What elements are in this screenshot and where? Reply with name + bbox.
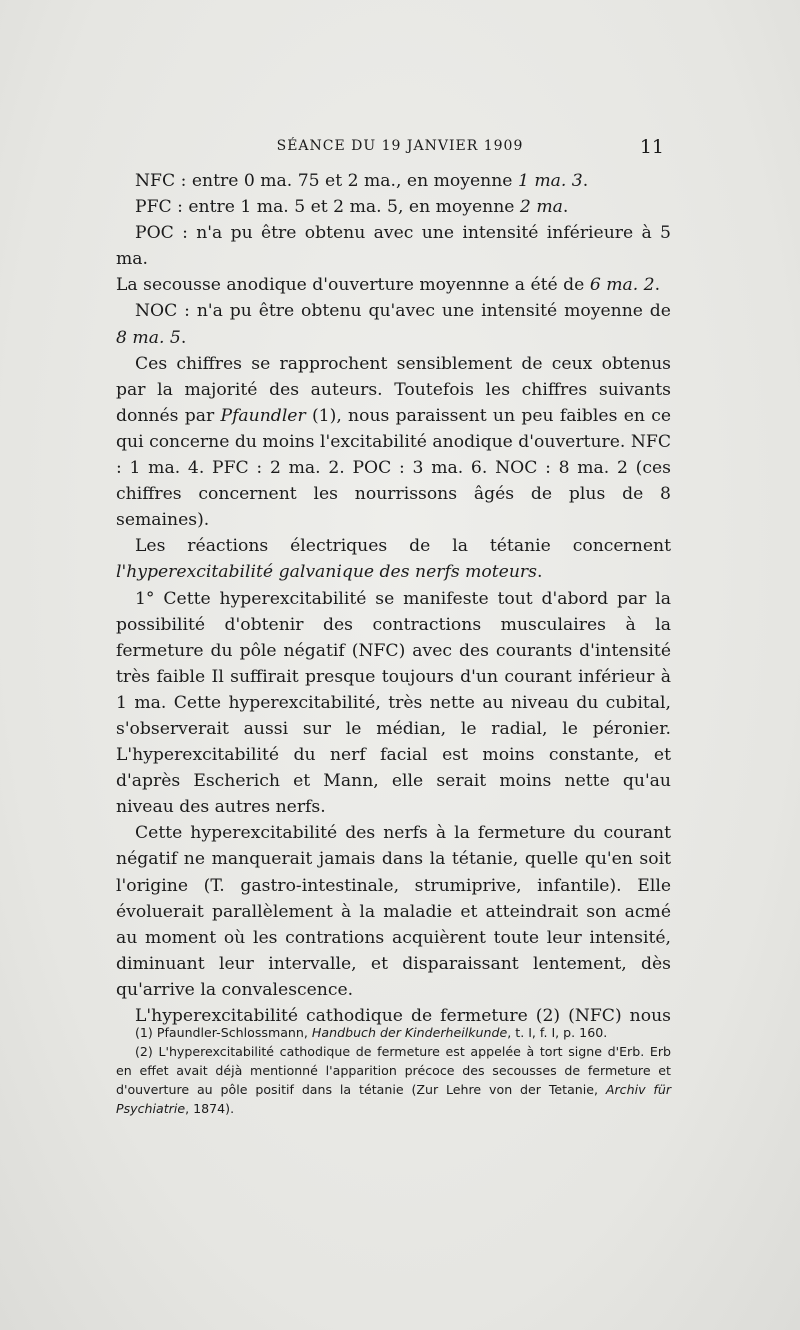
secousse-text: La secousse anodique d'ouverture moyennne a été de — [116, 275, 590, 296]
body-text — [116, 168, 671, 1029]
nfc-end: . — [582, 171, 589, 191]
nfc-text: entre 0 ma. 75 et 2 ma., en moyenne — [186, 171, 518, 191]
chiffres-text-b: (1), nous paraissent un peu faibles en ce qui concerne du moins l'excitabilité anodique d'ouverture. NFC : 1 ma. 4. PFC : 2 ma. 2. POC : 3 ma. 6. NOC : 8 ma. 2 (ces chiffres concernent les nourrissons âgés de plus de 8 semaines). — [116, 405, 672, 531]
nfc-value: 1 ma. 3 — [517, 171, 583, 191]
paragraph-secousse — [116, 272, 671, 298]
footnotes — [116, 1023, 671, 1118]
footnote-2-journal: Archiv für Psychiatrie — [116, 1082, 671, 1116]
paragraph-cathodique: L'hyperexcitabilité cathodique de fermeture (2) (NFC) nous — [135, 1006, 671, 1026]
poc-text: n'a pu être obtenu avec une intensité inférieure à 5 ma. — [116, 223, 671, 270]
page-header — [0, 136, 800, 160]
paragraph-first-point: 1° Cette hyperexcitabilité se manifeste tout d'abord par la possibilité d'obtenir des contractions musculaires à la fermeture du pôle négatif (NFC) avec des courants d'intensité très faible Il suffirait presque toujours d'un courant inférieur à 1 ma. Cette hyperexcitabilité, très nette au niveau du cubital, s'observerait aussi sur le médian, le radial, le péronier. L'hyperexcitabilité du nerf facial est moins constante, et d'après Escherich et Mann, elle serait moins nette qu'au niveau des autres nerfs. — [116, 588, 671, 818]
pfc-label: PFC : — [135, 197, 183, 218]
paragraph-chiffres — [116, 351, 671, 534]
pfc-end: . — [562, 197, 569, 218]
secousse-value: 6 ma. 2 — [589, 275, 655, 296]
chiffres-text-a: Ces chiffres se rapprochent sensiblement de ceux obtenus par la majorité des auteurs. Toutefois les chiffres suivants donnés par — [116, 353, 671, 426]
paragraph-noc — [116, 298, 671, 350]
noc-label: NOC : — [135, 301, 190, 322]
footnote-1-marker: (1) — [135, 1025, 153, 1040]
reactions-text: Les réactions électriques de la tétanie concernent — [135, 536, 671, 557]
footnote-1-title: Handbuch der Kinderheilkunde — [311, 1025, 508, 1040]
paragraph-cette-hyperexcitabilite: Cette hyperexcitabilité des nerfs à la fermeture du courant négatif ne manquerait jamais dans la tétanie, quelle qu'en soit l'origine (T. gastro-intestinale, strumiprive, infantile). Elle évoluerait parallèlement à la maladie et atteindrait son acmé au moment où les contrations acquièrent toute leur intensité, diminuant leur intervalle, et disparaissant lentement, dès qu'arrive la convalescence. — [116, 823, 671, 1000]
noc-end: . — [180, 327, 187, 348]
page-number: 11 — [639, 136, 664, 158]
noc-text: n'a pu être obtenu qu'avec une intensité moyenne de — [189, 301, 671, 322]
noc-value: 8 ma. 5 — [116, 327, 181, 348]
footnote-2 — [116, 1042, 671, 1118]
footnote-2-text: L'hyperexcitabilité cathodique de fermeture est appelée à tort signe d'Erb. Erb en effet avait déjà mentionné l'apparition précoce des secousses de fermeture et d'ouverture au pôle positif dans la tétanie (Zur Lehre von der Tetanie, — [116, 1044, 671, 1097]
paragraph-nfc — [116, 168, 671, 194]
footnote-1-authors: Pfaundler-Schlossmann, — [152, 1025, 312, 1040]
pfc-value: 2 ma — [519, 197, 563, 218]
footnote-2-end: , 1874). — [185, 1101, 235, 1116]
footnote-2-marker: (2) — [135, 1044, 153, 1059]
footnote-1-ref: , t. I, f. I, p. 160. — [507, 1025, 608, 1040]
nfc-label: NFC : — [135, 171, 187, 191]
poc-label: POC : — [135, 223, 188, 244]
author-pfaundler: Pfaundler — [220, 405, 306, 426]
footnote-1 — [116, 1023, 671, 1042]
pfc-text: entre 1 ma. 5 et 2 ma. 5, en moyenne — [182, 197, 520, 218]
paragraph-pfc — [116, 194, 671, 220]
reactions-emphasis: l'hyperexcitabilité galvanique des nerfs moteurs — [116, 562, 537, 583]
running-title: SÉANCE DU 19 JANVIER 1909 — [276, 138, 524, 154]
secousse-end: . — [654, 275, 661, 296]
paragraph-poc — [116, 220, 671, 272]
paragraph-reactions — [116, 533, 671, 585]
reactions-end: . — [536, 562, 543, 583]
